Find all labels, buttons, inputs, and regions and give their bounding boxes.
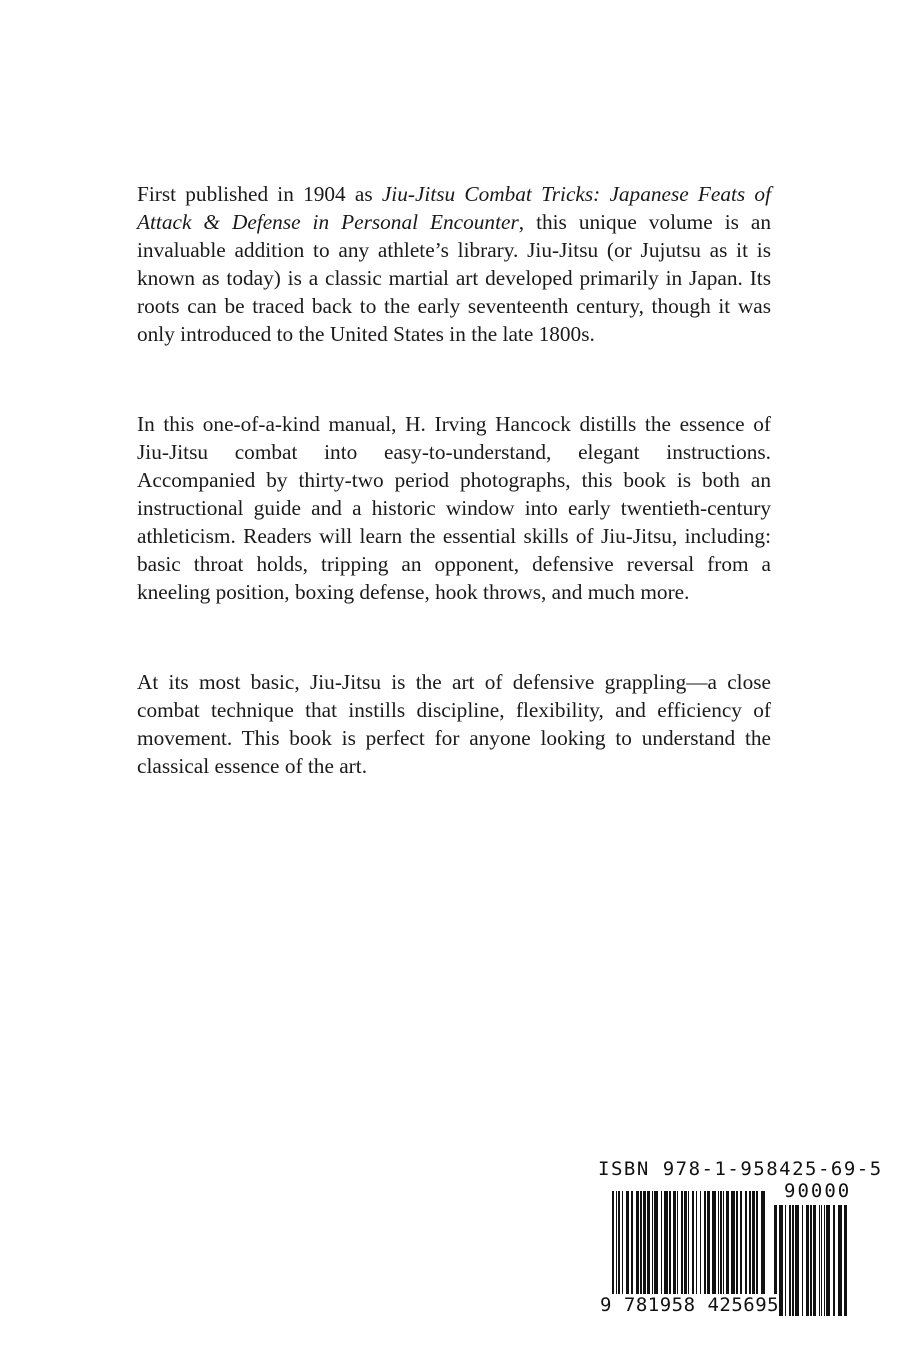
barcode-bar: [779, 1205, 783, 1316]
barcode-bar: [802, 1205, 803, 1316]
isbn-label: ISBN 978-1-958425-69-5: [598, 1158, 883, 1180]
barcode-bar: [810, 1205, 812, 1316]
barcode-bar: [838, 1205, 842, 1316]
barcode-bar: [795, 1205, 799, 1316]
book-description: [137, 180, 771, 842]
barcode-bar: [833, 1205, 835, 1316]
barcode-bar: [826, 1205, 830, 1316]
price-addon-number: 90000: [784, 1180, 852, 1202]
barcode-bar: [844, 1205, 847, 1316]
barcode-bar: [821, 1205, 822, 1316]
barcode-bar: [813, 1205, 816, 1316]
barcode-bar: [824, 1205, 825, 1316]
barcode-bar: [792, 1205, 794, 1316]
description-paragraph-1: [137, 180, 771, 348]
barcode-bar: [785, 1205, 786, 1316]
text: First published in 1904 as: [137, 182, 382, 206]
barcode-bar: [806, 1205, 809, 1316]
original-title: Jiu-Jitsu Combat Tricks: Japanese Feats of Attack & Defense in Personal Encounter: [137, 182, 771, 234]
barcode-bar: [819, 1205, 820, 1316]
description-paragraph-2: In this one-of-a-kind manual, H. Irving Hancock distills the essence of Jiu-Jitsu combat into easy-to-understand, elegant instructions. Accompanied by thirty-two period photographs, this book is both an instructional guide and a historic window into early twentieth-century athleticism. Readers will learn the essential skills of Jiu-Jitsu, including: basic throat holds, tripping an opponent, defensive reversal from a kneeling position, boxing defense, hook throws, and much more.: [137, 412, 771, 604]
ean-digits: 9 781958 425695: [600, 1294, 780, 1316]
barcode-bar: [789, 1205, 791, 1316]
text: , this unique volume is an invaluable addition to any athlete’s library. Jiu-Jitsu (or Jujutsu as it is known as today) is a classic martial art developed primarily in Japan. Its roots can be traced back to the early seventeenth century, though it was only introduced to the United States in the late 1800s.: [137, 210, 771, 346]
description-paragraph-3: At its most basic, Jiu-Jitsu is the art of defensive grappling—a close combat technique that instills discipline, flexibility, and efficiency of movement. This book is perfect for anyone looking to understand the classical essence of the art.: [137, 670, 771, 778]
isbn-barcode: [598, 1158, 883, 1318]
